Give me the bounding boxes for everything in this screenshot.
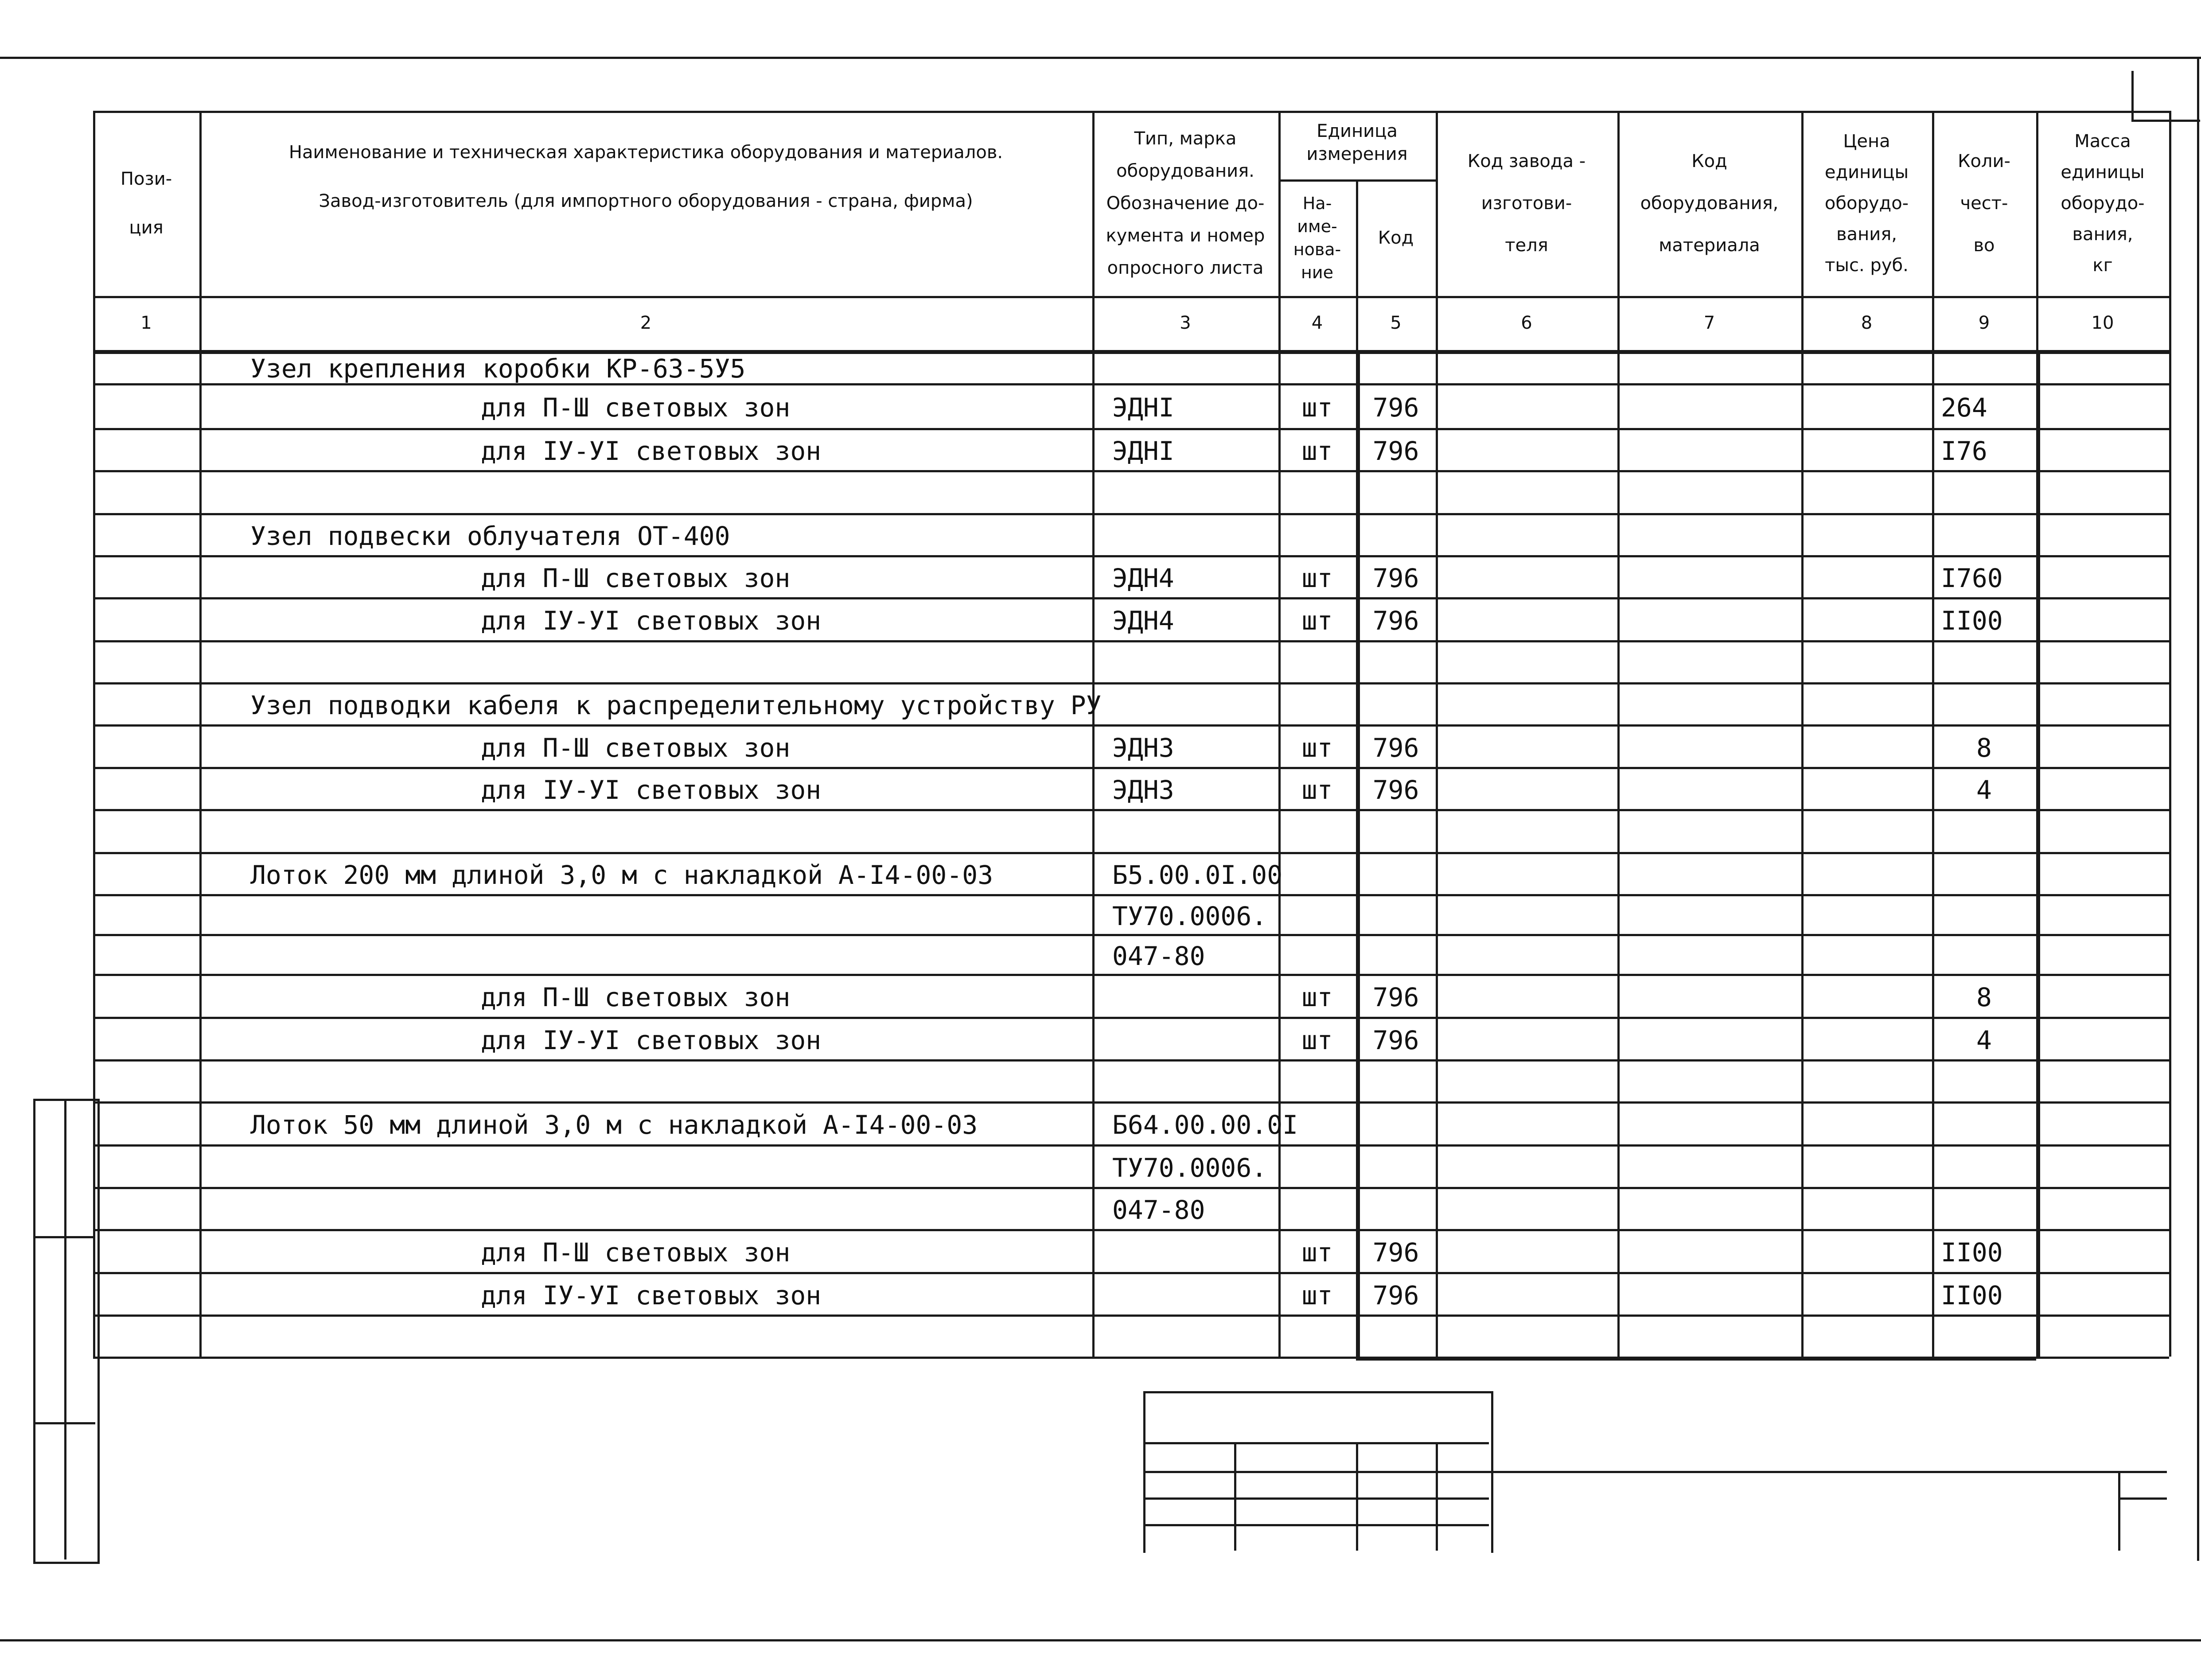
item-unit-code: 796 — [1372, 775, 1419, 805]
header-line: оборудования. — [1116, 160, 1254, 181]
unit-group-line: измерения — [1306, 144, 1408, 164]
item-type: ЭДН3 — [1112, 775, 1174, 805]
column-header-5 — [1356, 179, 1436, 296]
header-line: единицы — [2061, 162, 2145, 183]
item-name: для П-Ш световых зон — [481, 563, 791, 593]
item-unit: шт — [1301, 733, 1333, 763]
column-header-1 — [93, 111, 199, 296]
item-type: 047-80 — [1112, 941, 1205, 971]
frame-top-line — [0, 57, 2201, 59]
header-line: Код — [1691, 151, 1727, 171]
item-name: для П-Ш световых зон — [481, 982, 791, 1012]
side-label-podpis — [33, 1241, 60, 1418]
item-type: ЭДНI — [1112, 436, 1174, 466]
column-number: 10 — [2091, 313, 2114, 333]
column-header-2 — [199, 111, 1092, 243]
header-line: оборудования, — [1640, 193, 1779, 214]
column-number: 7 — [1703, 313, 1715, 333]
header-line: кумента и номер — [1106, 225, 1265, 246]
item-quantity: 264 — [1941, 393, 1987, 423]
item-unit: шт — [1301, 563, 1333, 593]
item-unit-code: 796 — [1372, 436, 1419, 466]
header-line: Код — [1378, 227, 1414, 248]
column-header-8 — [1801, 111, 1932, 296]
column-number: 8 — [1861, 313, 1873, 333]
grid-line — [93, 1059, 2169, 1062]
column-header-7 — [1617, 111, 1801, 296]
column-header-6 — [1436, 111, 1617, 296]
column-number: 5 — [1390, 313, 1402, 333]
header-line: Пози- — [120, 169, 172, 189]
header-line: Тип, марка — [1134, 128, 1237, 149]
column-number: 6 — [1521, 313, 1532, 333]
header-line: изготови- — [1481, 193, 1572, 214]
header-line: Коли- — [1958, 151, 2010, 171]
item-type: 047-80 — [1112, 1195, 1205, 1225]
item-quantity: II00 — [1941, 606, 2003, 636]
item-name: для П-Ш световых зон — [481, 733, 791, 763]
header-line: опросного листа — [1107, 257, 1264, 278]
item-unit: шт — [1301, 436, 1333, 466]
item-quantity: 4 — [1976, 775, 1992, 805]
item-quantity: II00 — [1941, 1280, 2003, 1311]
header-line: чест- — [1960, 193, 2008, 214]
item-unit: шт — [1301, 1025, 1333, 1055]
column-number: 9 — [1978, 313, 1990, 333]
header-line: име- — [1297, 216, 1337, 236]
unit-group-line: Единица — [1317, 121, 1398, 141]
item-unit-code: 796 — [1372, 1025, 1419, 1055]
header-line: Обозначение до- — [1106, 193, 1265, 214]
item-name: для П-Ш световых зон — [481, 1237, 791, 1268]
header-line: ние — [1301, 262, 1333, 282]
item-type: Б64.00.00.0I — [1112, 1110, 1298, 1140]
header-line: На- — [1302, 193, 1332, 213]
header-line: ция — [129, 218, 164, 238]
header-line: Масса — [2074, 131, 2131, 152]
side-label-inv — [33, 1424, 60, 1557]
item-unit-code: 796 — [1372, 393, 1419, 423]
header-line: вания, — [1836, 224, 1897, 245]
header-line: теля — [1505, 235, 1548, 256]
item-unit-code: 796 — [1372, 563, 1419, 593]
header-line: Цена — [1843, 131, 1890, 152]
item-unit: шт — [1301, 1280, 1333, 1311]
grid-line — [2036, 350, 2040, 1357]
item-name: для IУ-УI световых зон — [481, 436, 822, 466]
header-line: Код завода - — [1467, 151, 1586, 171]
item-name: Узел крепления коробки КР-63-5У5 — [250, 354, 746, 384]
item-unit-code: 796 — [1372, 733, 1419, 763]
column-number: 3 — [1180, 313, 1191, 333]
item-name: для IУ-УI световых зон — [481, 1280, 822, 1311]
column-header-3 — [1092, 111, 1278, 296]
item-type: ЭДН3 — [1112, 733, 1174, 763]
grid-line — [93, 470, 2169, 472]
header-line: оборудо- — [1824, 193, 1909, 214]
item-name: Узел подвески облучателя ОТ-400 — [250, 521, 730, 551]
item-unit: шт — [1301, 982, 1333, 1012]
item-quantity: II00 — [1941, 1237, 2003, 1268]
item-name: для П-Ш световых зон — [481, 393, 791, 423]
item-type: ЭДН4 — [1112, 606, 1174, 636]
item-unit: шт — [1301, 606, 1333, 636]
header-line: тыс. руб. — [1825, 255, 1909, 276]
header-line: Наименование и техническая характеристика оборудования и материалов. — [288, 142, 1003, 163]
item-unit-code: 796 — [1372, 1280, 1419, 1311]
item-type: ТУ70.0006. — [1112, 1153, 1267, 1183]
header-line: Завод-изготовитель (для импортного оборудования - страна, фирма) — [319, 191, 973, 211]
side-label-vzam — [33, 1103, 60, 1236]
header-line: вания, — [2072, 224, 2133, 245]
item-unit: шт — [1301, 775, 1333, 805]
item-unit-code: 796 — [1372, 1237, 1419, 1268]
item-quantity: 8 — [1976, 982, 1992, 1012]
grid-line — [93, 809, 2169, 811]
column-number: 1 — [140, 313, 152, 333]
item-unit-code: 796 — [1372, 982, 1419, 1012]
header-line: во — [1973, 235, 1995, 256]
item-quantity: 8 — [1976, 733, 1992, 763]
header-line: нова- — [1293, 239, 1341, 259]
item-quantity: I76 — [1941, 436, 1987, 466]
item-unit-code: 796 — [1372, 606, 1419, 636]
item-name: Лоток 200 мм длиной 3,0 м с накладкой А-I4-00-03 — [250, 860, 993, 890]
item-type: ЭДН4 — [1112, 563, 1174, 593]
grid-line — [93, 1314, 2169, 1317]
header-line: кг — [2092, 255, 2113, 276]
item-name: для IУ-УI световых зон — [481, 606, 822, 636]
column-number: 2 — [640, 313, 652, 333]
unit-group-header — [1278, 120, 1436, 166]
header-line: единицы — [1824, 162, 1909, 183]
header-line: оборудо- — [2061, 193, 2145, 214]
column-header-4 — [1278, 179, 1356, 296]
item-name: для IУ-УI световых зон — [481, 1025, 822, 1055]
item-type: Б5.00.0I.00 — [1112, 860, 1283, 890]
frame-right-line — [2197, 57, 2199, 1561]
item-type: ТУ70.0006. — [1112, 901, 1267, 931]
item-type: ЭДНI — [1112, 393, 1174, 423]
item-unit: шт — [1301, 1237, 1333, 1268]
column-number: 4 — [1311, 313, 1323, 333]
grid-line — [1356, 1357, 2036, 1361]
header-line: материала — [1659, 235, 1760, 256]
frame-bottom-line — [0, 1639, 2201, 1641]
item-name: для IУ-УI световых зон — [481, 775, 822, 805]
grid-line — [93, 640, 2169, 642]
item-quantity: I760 — [1941, 563, 2003, 593]
item-name: Лоток 50 мм длиной 3,0 м с накладкой А-I4-00-03 — [250, 1110, 978, 1140]
item-name: Узел подводки кабеля к распределительному устройству РУ — [250, 690, 1102, 720]
grid-line — [2169, 111, 2171, 1357]
grid-line — [1356, 350, 1360, 1357]
item-unit: шт — [1301, 393, 1333, 423]
column-header-10 — [2036, 111, 2169, 296]
item-quantity: 4 — [1976, 1025, 1992, 1055]
column-header-9 — [1932, 111, 2036, 296]
